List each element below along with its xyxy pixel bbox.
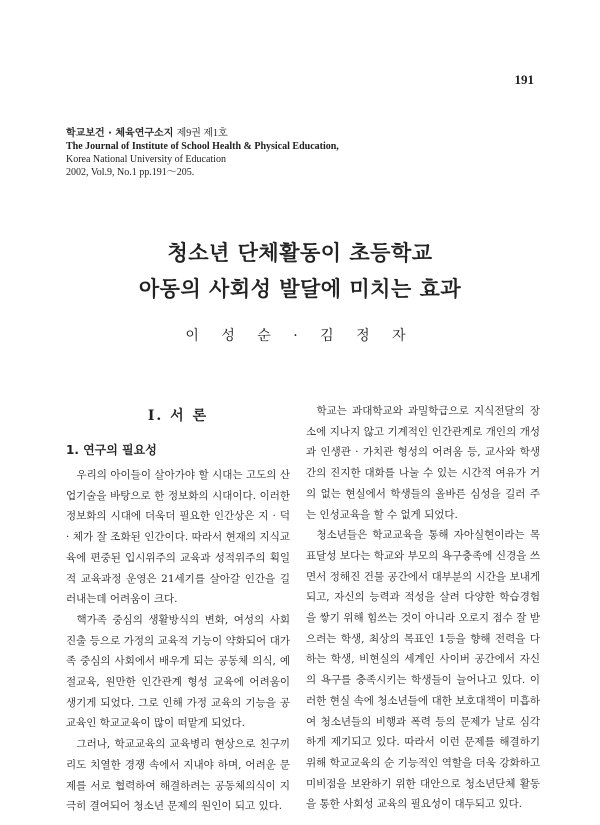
journal-name-en: The Journal of Institute of School Health & Physical Education, — [66, 141, 339, 152]
sub-heading: 1. 연구의 필요성 — [66, 443, 157, 457]
paragraph: 청소년들은 학교교육을 통해 자아실현이라는 목표달성 보다는 학교와 부모의 욕구충족에 신경을 쓰면서 정해진 건물 공간에서 대부분의 시간을 보내게 되고, 자신의 능력과 적성을 살려 다양한 학습경험을 쌓기 위해 힘쓰는 것이 아니라 오로지 점수 잘 받으려는 학생, 최상의 목표인 1등을 향해 전력을 다하는 학생, 비현실의 세계인 사이버 공간에서 자신의 욕구를 충족시키는 학생들이 늘어나고 있다. 이러한 현실 속에 청소년들에 대한 보호대책이 미흡하여 청소년들의 비행과 폭력 등의 문제가 날로 심각하게 제기되고 있다. 따라서 이런 문제를 해결하기 위해 학교교육의 순 기능적인 역할을 더욱 강화하고 미비점을 보완하기 위한 대안으로 청소년단체 활동을 통한 사회성 교육의 필요성이 대두되고 있다. — [306, 529, 540, 811]
section-heading: Ⅰ. 서 론 — [147, 408, 209, 424]
paragraph: 학교는 과대학교와 과밀학급으로 지식전달의 장소에 지나지 않고 기계적인 인간관계로 개인의 개성과 인생관 · 가치관 형성의 어려움 등, 교사와 학생간의 진지한 대화를 나눌 수 있는 시간적 여유가 거의 없는 현실에서 학생들의 올바른 심성을 길러 주는 인성교육을 할 수 없게 되었다. — [306, 405, 540, 521]
paragraph: 우리의 아이들이 살아가야 할 시대는 고도의 산업기술을 바탕으로 한 정보화의 시대이다. 이러한 정보화의 시대에 더욱더 필요한 인간상은 지 · 덕 · 체가 잘 조화된 인간이다. 따라서 현재의 지식교육에 편중된 입시위주의 교육과 성적위주의 획일적 교육과정 운영은 21세기를 살아갈 인간을 길러내는데 어려움이 크다. — [66, 469, 290, 606]
journal-name-ko-line — [66, 127, 339, 140]
journal-name-ko: 학교보건 · 체육연구소지 — [66, 128, 174, 139]
journal-citation: 2002, Vol.9, No.1 pp.191～205. — [66, 167, 195, 178]
paragraph: 그러나, 학교교육의 교육병리 현상으로 친구끼리도 치열한 경쟁 속에서 지내야 하며, 어려운 문제를 서로 협력하여 해결하려는 공동체의식이 지극히 결여되어 청소년 문제의 원인이 되고 있다. — [66, 738, 290, 813]
paper-authors: 이 성 순 · 김 정 자 — [185, 328, 415, 344]
paper-title-line2: 아동의 사회성 발달에 미치는 효과 — [138, 277, 462, 301]
left-column — [66, 465, 290, 817]
page-number: 191 — [514, 72, 534, 87]
paragraph: 핵가족 중심의 생활방식의 변화, 여성의 사회 진출 등으로 가정의 교육적 기능이 약화되어 대가족 중심의 사회에서 배우게 되는 공동체 의식, 예절교육, 원만한 인간관계 형성 교육에 어려움이 생기게 되었다. 그로 인해 가정 교육의 기능을 공교육인 학교교육이 많이 떠맡게 되었다. — [66, 613, 290, 730]
right-column — [306, 401, 540, 815]
journal-volume-ko: 제9권 제1호 — [176, 128, 228, 139]
journal-university: Korea National University of Education — [66, 154, 226, 165]
paper-title-line1: 청소년 단체활동이 초등학교 — [167, 241, 433, 265]
journal-info — [66, 127, 339, 179]
